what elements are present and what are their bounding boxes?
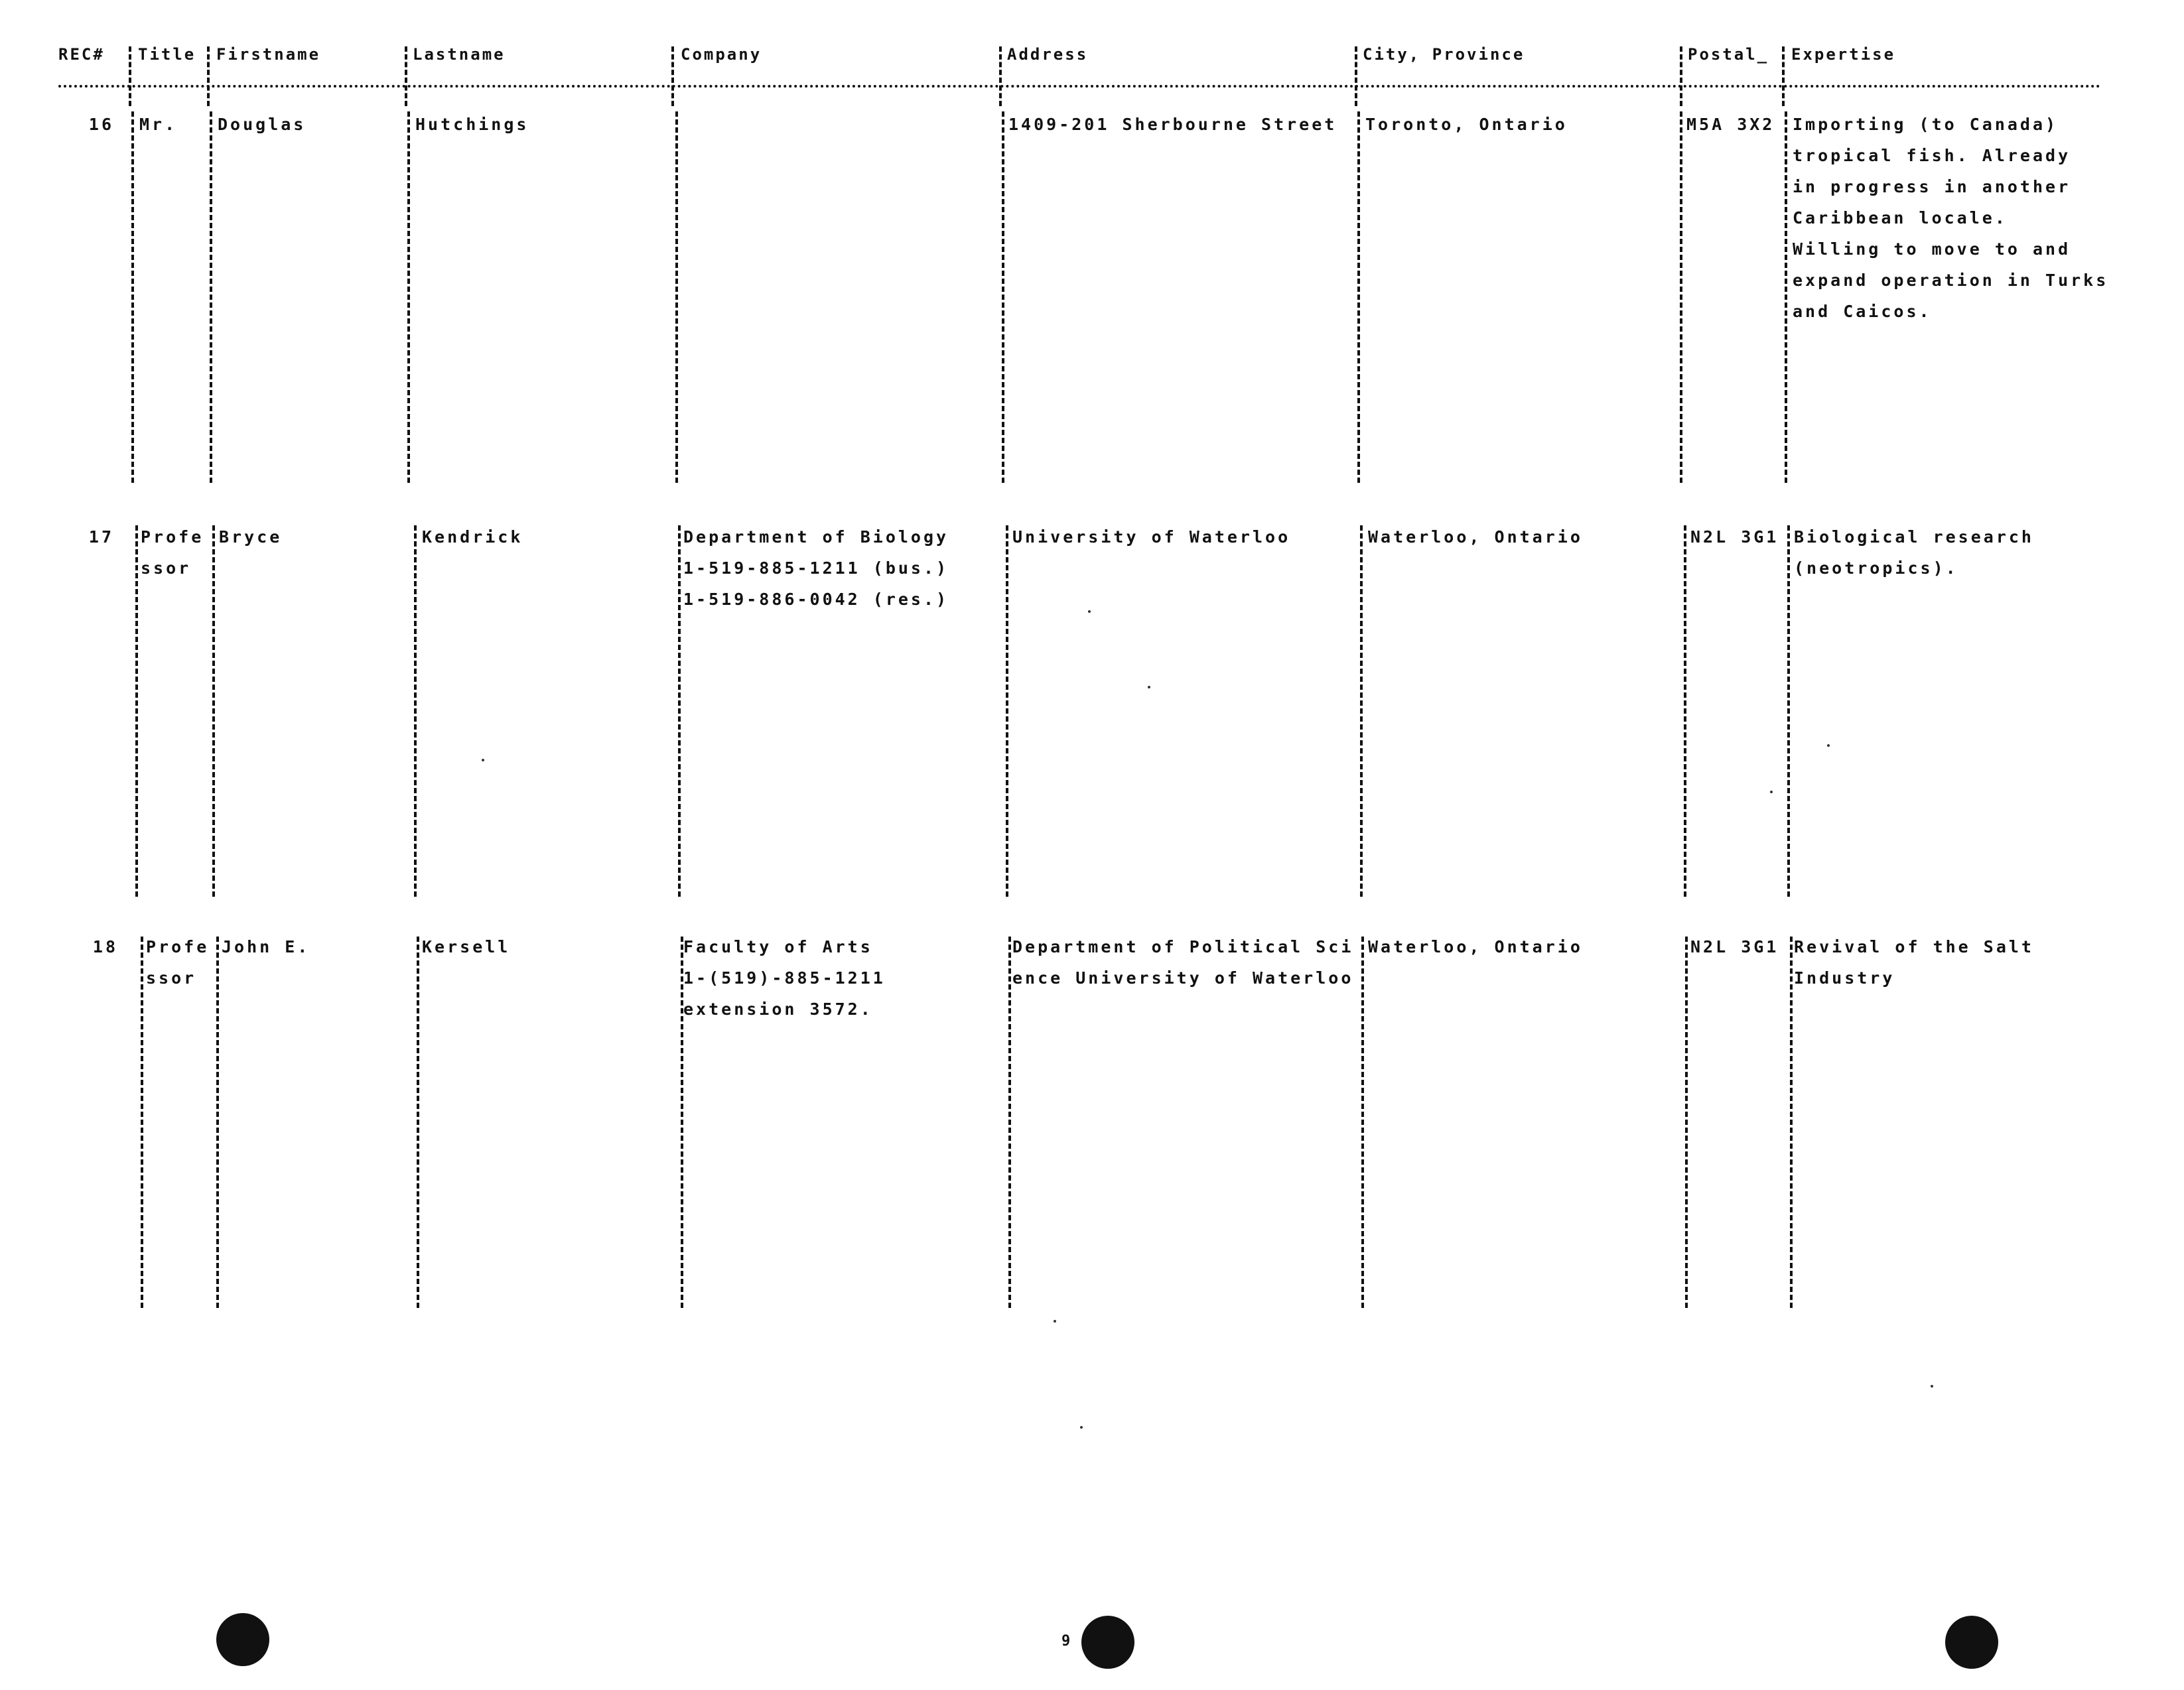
column-divider [1680, 111, 1682, 483]
binder-hole-left [216, 1613, 269, 1666]
record-expertise [1794, 521, 2034, 584]
column-divider [1782, 46, 1785, 106]
column-divider [1787, 525, 1790, 897]
record-lastname: Hutchings [415, 115, 529, 134]
record-lastname: Kersell [422, 937, 511, 956]
column-divider [1684, 525, 1686, 897]
column-divider [1361, 937, 1364, 1308]
expertise-line: Industry [1794, 968, 1895, 988]
record-address [1012, 931, 1353, 994]
page-number: 9 [1061, 1633, 1071, 1650]
column-divider [1680, 46, 1682, 106]
expertise-line: in progress in another [1793, 177, 2071, 196]
header-expertise: Expertise [1791, 45, 1896, 64]
record-company [683, 931, 886, 1025]
scan-speck [1931, 1385, 1933, 1388]
record-expertise [1794, 931, 2034, 994]
scan-speck [1080, 1426, 1083, 1429]
company-line: Department of Biology [683, 527, 949, 547]
expertise-line: (neotropics). [1794, 558, 1958, 578]
address-line: University of Waterloo [1012, 527, 1291, 547]
title-line: Profe [146, 937, 210, 956]
record-lastname: Kendrick [422, 527, 523, 547]
expertise-line: Willing to move to and [1793, 239, 2071, 259]
binder-hole-center [1081, 1616, 1134, 1669]
record-expertise [1793, 109, 2108, 327]
column-divider [414, 525, 417, 897]
column-divider [1008, 937, 1011, 1308]
record-city: Waterloo, Ontario [1368, 937, 1583, 956]
header-lastname: Lastname [413, 45, 506, 64]
expertise-line: expand operation in Turks [1793, 271, 2109, 290]
record-postal: N2L 3G1 [1690, 937, 1779, 956]
column-divider [1357, 111, 1360, 483]
column-divider [681, 937, 683, 1308]
column-divider [210, 111, 212, 483]
header-separator [58, 85, 2102, 88]
address-line: 1409-201 Sherbourne Street [1008, 115, 1337, 134]
title-line: ssor [146, 968, 197, 988]
title-line: Mr. [139, 115, 178, 134]
expertise-line: Revival of the Salt [1794, 937, 2034, 956]
column-divider [405, 46, 407, 106]
column-divider [131, 111, 134, 483]
column-divider [1360, 525, 1363, 897]
expertise-line: Biological research [1794, 527, 2034, 547]
column-divider [1790, 937, 1793, 1308]
scan-speck [1770, 791, 1773, 793]
header-city: City, Province [1363, 45, 1525, 64]
record-firstname: Bryce [219, 527, 283, 547]
title-line: Profe [141, 527, 204, 547]
column-divider [141, 937, 143, 1308]
record-address [1008, 109, 1337, 140]
expertise-line: Caribbean locale. [1793, 208, 2008, 228]
record-company [683, 521, 949, 615]
expertise-line: and Caicos. [1793, 302, 1932, 321]
scan-speck [482, 759, 484, 761]
record-number: 17 [88, 527, 114, 547]
column-divider [129, 46, 131, 106]
company-line: 1-519-886-0042 (res.) [683, 590, 949, 609]
address-line: ence University of Waterloo [1012, 968, 1354, 988]
record-number: 16 [88, 115, 114, 134]
header-address: Address [1007, 45, 1089, 64]
column-divider [207, 46, 210, 106]
record-city: Toronto, Ontario [1365, 115, 1568, 134]
header-title: Title [138, 45, 196, 64]
column-divider [135, 525, 138, 897]
column-divider [1355, 46, 1357, 106]
binder-hole-right [1945, 1616, 1998, 1669]
header-company: Company [681, 45, 762, 64]
column-divider [1685, 937, 1688, 1308]
title-line: ssor [141, 558, 192, 578]
column-divider [678, 525, 681, 897]
address-line: Department of Political Sci [1012, 937, 1354, 956]
record-postal: M5A 3X2 [1686, 115, 1775, 134]
column-divider [1006, 525, 1008, 897]
column-divider [671, 46, 674, 106]
record-number: 18 [92, 937, 118, 956]
expertise-line: Importing (to Canada) [1793, 115, 2059, 134]
record-title [139, 109, 177, 140]
column-divider [999, 46, 1002, 106]
record-firstname: John E. [222, 937, 310, 956]
company-line: 1-519-885-1211 (bus.) [683, 558, 949, 578]
column-divider [1785, 111, 1787, 483]
record-postal: N2L 3G1 [1690, 527, 1779, 547]
record-title [146, 931, 209, 994]
company-line: 1-(519)-885-1211 [683, 968, 886, 988]
scan-speck [1054, 1320, 1056, 1323]
company-line: Faculty of Arts [683, 937, 873, 956]
expertise-line: tropical fish. Already [1793, 146, 2071, 165]
column-divider [212, 525, 215, 897]
scan-speck [1148, 686, 1150, 688]
record-city: Waterloo, Ontario [1368, 527, 1583, 547]
record-address [1012, 521, 1290, 552]
column-divider [417, 937, 419, 1308]
column-divider [216, 937, 219, 1308]
header-postal: Postal_ [1688, 45, 1769, 64]
record-firstname: Douglas [218, 115, 307, 134]
record-title [141, 521, 204, 584]
scan-speck [1827, 744, 1830, 747]
header-firstname: Firstname [216, 45, 321, 64]
scan-speck [1088, 610, 1091, 613]
column-divider [407, 111, 410, 483]
company-line: extension 3572. [683, 1000, 873, 1019]
header-rec: REC# [58, 45, 105, 64]
column-divider [1002, 111, 1004, 483]
column-divider [675, 111, 678, 483]
